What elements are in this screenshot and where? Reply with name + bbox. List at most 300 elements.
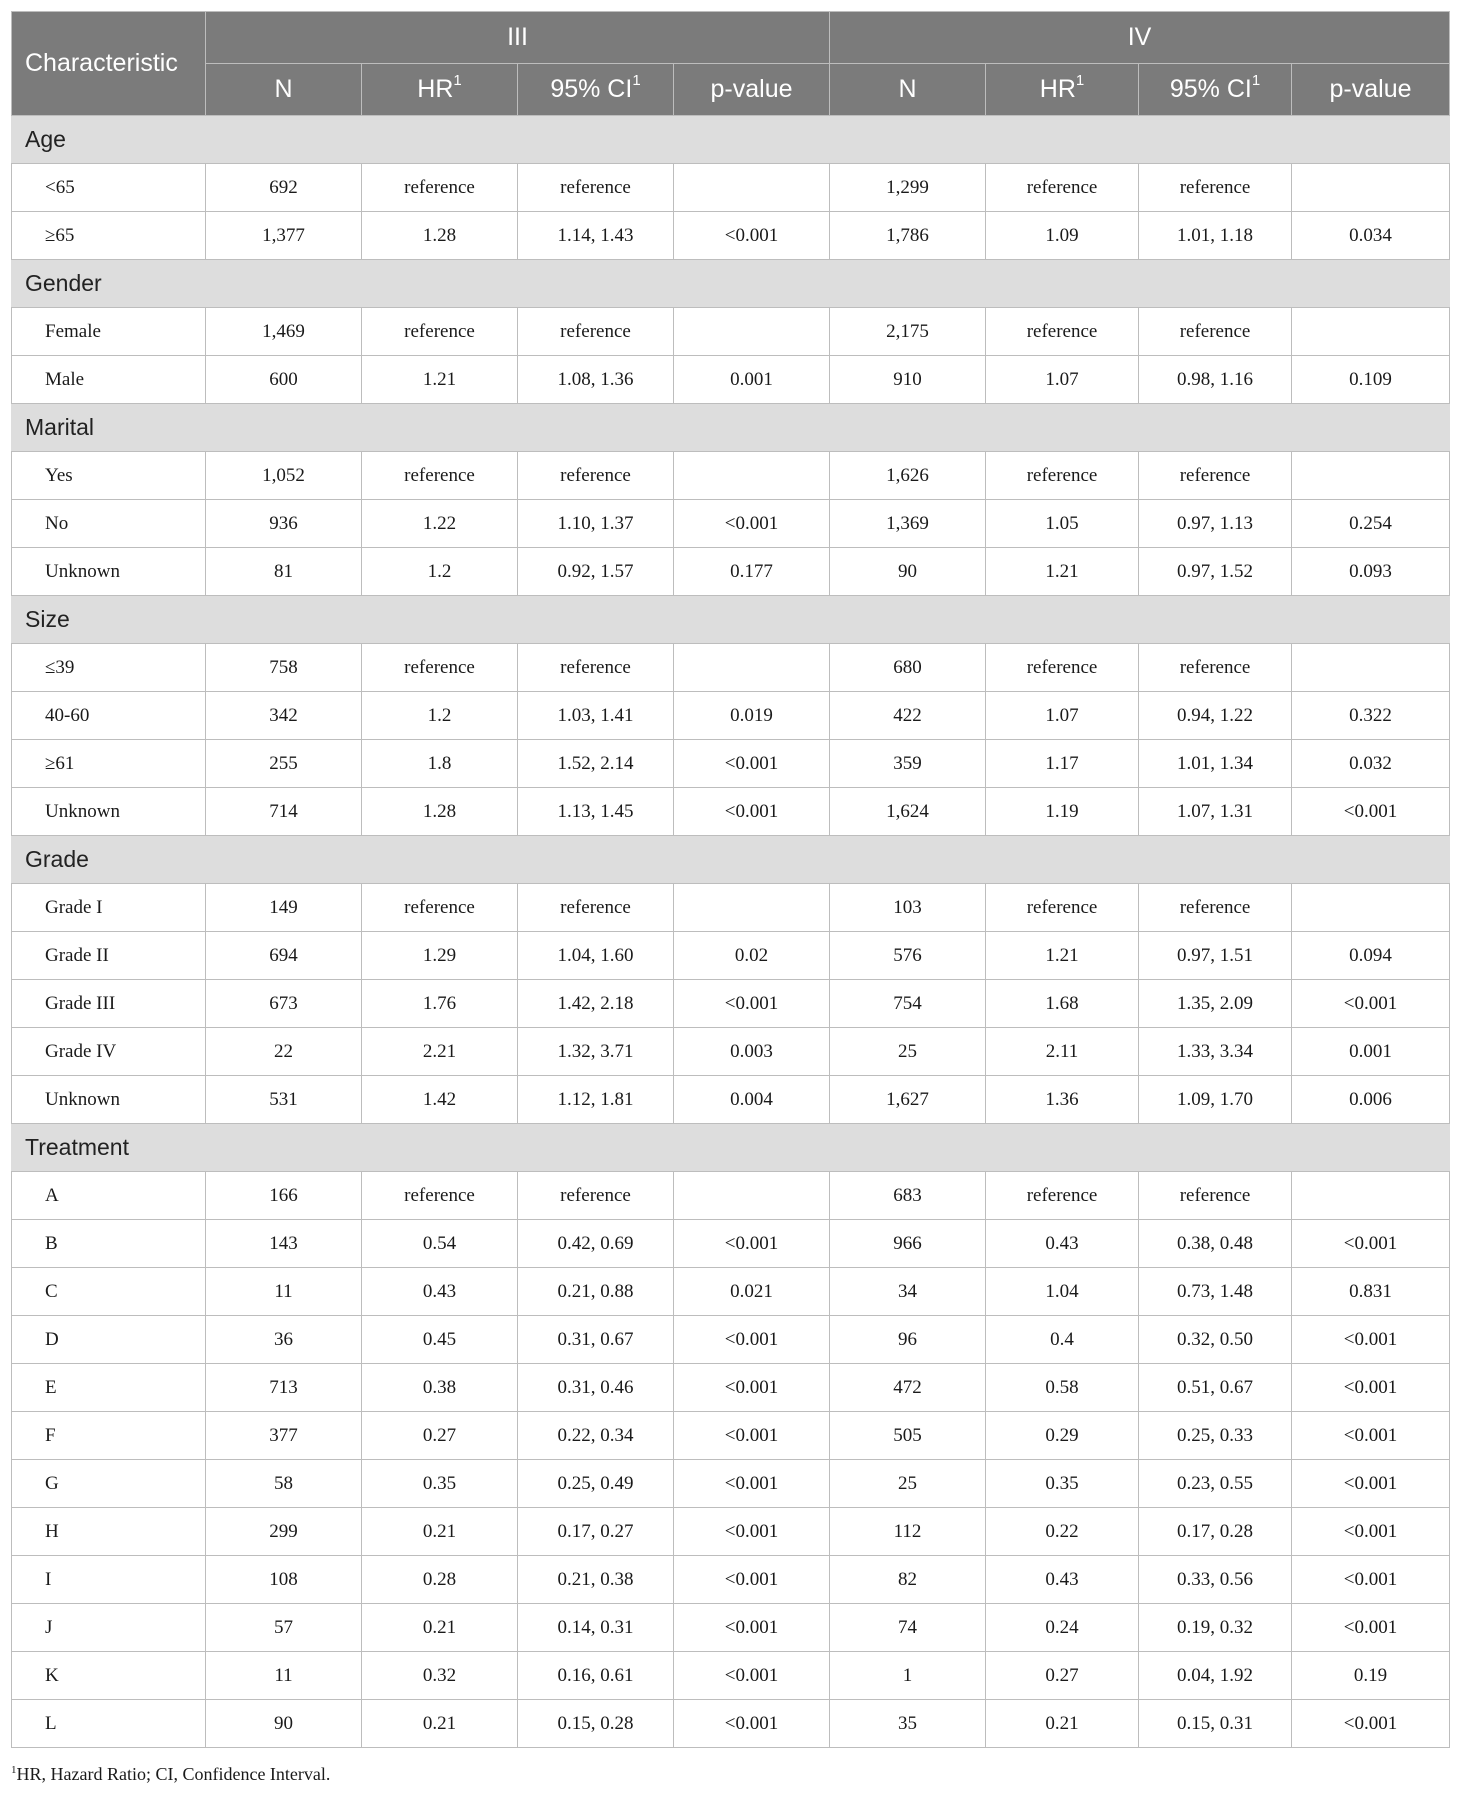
table-row [12,500,1450,548]
table-cell: 0.14, 0.31 [518,1604,674,1652]
table-row [12,1316,1450,1364]
table-cell: reference [1139,644,1292,692]
table-cell: 143 [206,1220,362,1268]
characteristic-header: Characteristic [12,12,206,116]
category-label: Age [12,116,1450,164]
row-label: Male [12,356,206,404]
table-cell: 1.36 [986,1076,1139,1124]
table-cell: reference [518,644,674,692]
column-header-footnote-marker: 1 [1075,71,1085,89]
table-cell: 377 [206,1412,362,1460]
table-cell: reference [518,1172,674,1220]
table-cell: 0.094 [1292,932,1450,980]
table-cell: 1.14, 1.43 [518,212,674,260]
table-cell: 2,175 [830,308,986,356]
table-cell: 0.28 [362,1556,518,1604]
row-label: Grade IV [12,1028,206,1076]
table-cell: 1,624 [830,788,986,836]
category-label: Treatment [12,1124,1450,1172]
table-cell: 683 [830,1172,986,1220]
column-header [1139,64,1292,116]
table-cell: 1.2 [362,692,518,740]
table-cell: 0.43 [986,1556,1139,1604]
category-row [12,260,1450,308]
table-cell: 90 [206,1700,362,1748]
table-cell: reference [518,164,674,212]
table-cell: 1,786 [830,212,986,260]
row-label: A [12,1172,206,1220]
table-cell: 1.09 [986,212,1139,260]
table-cell: 0.019 [674,692,830,740]
table-cell: 1.8 [362,740,518,788]
table-cell: <0.001 [674,740,830,788]
category-label: Marital [12,404,1450,452]
category-row [12,836,1450,884]
table-cell: 0.45 [362,1316,518,1364]
table-cell: 1,627 [830,1076,986,1124]
table-cell: <0.001 [674,1700,830,1748]
row-label: Grade III [12,980,206,1028]
row-label: Female [12,308,206,356]
row-label: Yes [12,452,206,500]
table-cell: 0.73, 1.48 [1139,1268,1292,1316]
table-cell: 966 [830,1220,986,1268]
table-cell: 0.25, 0.33 [1139,1412,1292,1460]
table-cell: 0.31, 0.67 [518,1316,674,1364]
table-cell [1292,452,1450,500]
table-row [12,548,1450,596]
table-cell: 90 [830,548,986,596]
footnote [11,1764,330,1785]
table-cell: reference [362,644,518,692]
table-cell: 1.68 [986,980,1139,1028]
row-label: Grade II [12,932,206,980]
table-cell: 0.831 [1292,1268,1450,1316]
table-cell [1292,308,1450,356]
table-cell: reference [362,1172,518,1220]
table-cell: reference [986,308,1139,356]
table-cell: 0.38 [362,1364,518,1412]
table-cell [1292,884,1450,932]
table-cell: <0.001 [1292,1220,1450,1268]
row-label: Unknown [12,788,206,836]
category-label: Gender [12,260,1450,308]
table-cell: 713 [206,1364,362,1412]
table-cell: <0.001 [674,1220,830,1268]
table-cell: 0.003 [674,1028,830,1076]
row-label: No [12,500,206,548]
table-cell: 910 [830,356,986,404]
table-cell: 0.16, 0.61 [518,1652,674,1700]
table-cell: 531 [206,1076,362,1124]
table-cell: 0.034 [1292,212,1450,260]
table-row [12,452,1450,500]
row-label: K [12,1652,206,1700]
table-cell: 0.21 [986,1700,1139,1748]
table-cell: 0.21, 0.88 [518,1268,674,1316]
table-cell: 1.35, 2.09 [1139,980,1292,1028]
table-cell: 74 [830,1604,986,1652]
table-cell: 0.35 [986,1460,1139,1508]
table-cell: 1.01, 1.18 [1139,212,1292,260]
table-row [12,308,1450,356]
table-row [12,1604,1450,1652]
table-row [12,212,1450,260]
table-cell: 0.54 [362,1220,518,1268]
table-cell: 714 [206,788,362,836]
table-cell: 0.32, 0.50 [1139,1316,1292,1364]
table-cell: 505 [830,1412,986,1460]
table-cell: 0.17, 0.27 [518,1508,674,1556]
table-cell: 2.11 [986,1028,1139,1076]
table-cell [1292,644,1450,692]
table-cell: 11 [206,1652,362,1700]
table-cell: 1.22 [362,500,518,548]
table-row [12,1412,1450,1460]
table-row [12,1076,1450,1124]
table-cell: 0.4 [986,1316,1139,1364]
table-cell: 0.51, 0.67 [1139,1364,1292,1412]
column-header-footnote-marker: 1 [453,71,462,89]
table-cell: 1.19 [986,788,1139,836]
table-cell: <0.001 [674,1508,830,1556]
table-cell: 0.15, 0.31 [1139,1700,1292,1748]
table-cell: <0.001 [674,1364,830,1412]
table-cell: <0.001 [674,788,830,836]
table-cell: 1,299 [830,164,986,212]
table-cell: 1.01, 1.34 [1139,740,1292,788]
table-cell: 0.001 [1292,1028,1450,1076]
table-cell: <0.001 [1292,1412,1450,1460]
category-row [12,116,1450,164]
table-cell: 0.97, 1.52 [1139,548,1292,596]
results-table-container [11,11,1449,1748]
table-cell: 1.52, 2.14 [518,740,674,788]
table-cell: <0.001 [1292,1604,1450,1652]
table-cell: 0.42, 0.69 [518,1220,674,1268]
table-cell: 1.13, 1.45 [518,788,674,836]
table-cell: 1.07 [986,356,1139,404]
table-cell: <0.001 [1292,1508,1450,1556]
footnote-marker: 1 [11,1764,17,1776]
table-row [12,740,1450,788]
table-cell: 255 [206,740,362,788]
table-cell: 0.004 [674,1076,830,1124]
table-cell: 0.02 [674,932,830,980]
subheader-row [12,64,1450,116]
table-cell: 0.94, 1.22 [1139,692,1292,740]
table-cell: 694 [206,932,362,980]
table-cell: 58 [206,1460,362,1508]
table-cell: 1.29 [362,932,518,980]
table-cell: 0.15, 0.28 [518,1700,674,1748]
table-cell: 0.21 [362,1700,518,1748]
table-cell: 1.32, 3.71 [518,1028,674,1076]
table-cell: 81 [206,548,362,596]
table-cell: <0.001 [674,1556,830,1604]
table-cell: <0.001 [1292,1316,1450,1364]
table-cell: 0.97, 1.51 [1139,932,1292,980]
row-label: ≥61 [12,740,206,788]
table-cell: 1.2 [362,548,518,596]
table-row [12,644,1450,692]
table-cell: reference [986,452,1139,500]
table-cell: 34 [830,1268,986,1316]
table-row [12,1556,1450,1604]
table-cell: 0.21 [362,1604,518,1652]
table-cell: 0.093 [1292,548,1450,596]
row-label: B [12,1220,206,1268]
table-cell: 0.38, 0.48 [1139,1220,1292,1268]
table-cell: 0.322 [1292,692,1450,740]
table-cell: <0.001 [674,500,830,548]
table-cell: 0.35 [362,1460,518,1508]
table-cell: <0.001 [1292,788,1450,836]
table-cell [674,452,830,500]
row-label: D [12,1316,206,1364]
table-cell: 0.24 [986,1604,1139,1652]
table-cell: 0.97, 1.13 [1139,500,1292,548]
table-cell: 936 [206,500,362,548]
table-cell: 1.21 [362,356,518,404]
table-cell: 35 [830,1700,986,1748]
column-header-label: 95% CI [550,75,633,103]
table-cell: reference [518,452,674,500]
table-cell: <0.001 [1292,1556,1450,1604]
row-label: 40-60 [12,692,206,740]
table-cell: 0.43 [362,1268,518,1316]
table-cell: 1.08, 1.36 [518,356,674,404]
row-label: H [12,1508,206,1556]
table-cell: 680 [830,644,986,692]
table-cell: 1.12, 1.81 [518,1076,674,1124]
table-cell: 758 [206,644,362,692]
table-cell: <0.001 [674,980,830,1028]
table-row [12,1028,1450,1076]
table-cell: 342 [206,692,362,740]
column-header-footnote-marker: 1 [1251,71,1261,89]
row-label: L [12,1700,206,1748]
table-cell: 0.006 [1292,1076,1450,1124]
table-cell: 0.21, 0.38 [518,1556,674,1604]
table-cell: reference [986,884,1139,932]
column-header-label: N [274,75,293,103]
column-header-label: N [898,75,917,103]
footnote-text: HR, Hazard Ratio; CI, Confidence Interval. [16,1764,331,1784]
table-row [12,1700,1450,1748]
row-label: F [12,1412,206,1460]
table-cell: 299 [206,1508,362,1556]
table-cell: 0.17, 0.28 [1139,1508,1292,1556]
table-row [12,1268,1450,1316]
table-cell: 22 [206,1028,362,1076]
table-cell: 0.43 [986,1220,1139,1268]
table-cell: 0.98, 1.16 [1139,356,1292,404]
table-row [12,164,1450,212]
group-header-iii: III [206,12,830,64]
table-cell: 0.22 [986,1508,1139,1556]
table-cell: 25 [830,1028,986,1076]
table-cell: 0.109 [1292,356,1450,404]
table-cell: 1,377 [206,212,362,260]
table-cell: reference [1139,452,1292,500]
table-cell: 600 [206,356,362,404]
row-label: ≥65 [12,212,206,260]
table-cell: 149 [206,884,362,932]
row-label: E [12,1364,206,1412]
category-label: Size [12,596,1450,644]
table-cell: 25 [830,1460,986,1508]
table-cell: <0.001 [674,1316,830,1364]
table-cell: 108 [206,1556,362,1604]
table-cell: 1.21 [986,548,1139,596]
table-cell: 1.05 [986,500,1139,548]
column-header [830,64,986,116]
row-label: ≤39 [12,644,206,692]
category-row [12,1124,1450,1172]
table-row [12,692,1450,740]
results-table [11,11,1450,1748]
column-header-label: p-value [1329,75,1412,103]
table-cell [1292,164,1450,212]
table-cell: reference [362,164,518,212]
category-row [12,596,1450,644]
column-header-label: 95% CI [1169,75,1252,103]
table-cell [674,644,830,692]
table-cell: <0.001 [674,1652,830,1700]
table-cell: 0.177 [674,548,830,596]
table-cell: 103 [830,884,986,932]
table-cell: 1,369 [830,500,986,548]
table-row [12,1364,1450,1412]
table-cell [674,308,830,356]
table-cell: <0.001 [1292,1364,1450,1412]
table-cell: 0.29 [986,1412,1139,1460]
table-cell [674,1172,830,1220]
table-cell: reference [986,164,1139,212]
table-row [12,884,1450,932]
column-header-label: HR [417,75,454,103]
column-header-footnote-marker: 1 [632,71,641,89]
table-cell: 754 [830,980,986,1028]
group-header-iv: IV [830,12,1450,64]
table-cell: 0.23, 0.55 [1139,1460,1292,1508]
table-cell: 2.21 [362,1028,518,1076]
table-cell [1292,1172,1450,1220]
table-cell: reference [518,884,674,932]
table-cell: 1.42 [362,1076,518,1124]
table-row [12,356,1450,404]
table-cell: <0.001 [1292,1460,1450,1508]
column-header [206,64,362,116]
table-cell: 0.032 [1292,740,1450,788]
table-cell: 0.19 [1292,1652,1450,1700]
table-cell: 36 [206,1316,362,1364]
table-cell: <0.001 [674,1604,830,1652]
table-cell: 422 [830,692,986,740]
table-cell: 1.28 [362,212,518,260]
table-cell: 1 [830,1652,986,1700]
table-cell: <0.001 [674,1460,830,1508]
category-row [12,404,1450,452]
table-row [12,1172,1450,1220]
table-cell: 1.10, 1.37 [518,500,674,548]
table-row [12,980,1450,1028]
table-cell: 0.27 [986,1652,1139,1700]
table-cell: 1.33, 3.34 [1139,1028,1292,1076]
table-cell: 692 [206,164,362,212]
table-cell: 1.04, 1.60 [518,932,674,980]
column-header [1292,64,1450,116]
row-label: I [12,1556,206,1604]
table-cell: 1,626 [830,452,986,500]
category-label: Grade [12,836,1450,884]
table-cell: 166 [206,1172,362,1220]
table-header [12,12,1450,116]
table-cell: reference [1139,1172,1292,1220]
table-cell: 1.09, 1.70 [1139,1076,1292,1124]
table-cell: reference [362,308,518,356]
table-cell: 0.021 [674,1268,830,1316]
table-cell: reference [986,644,1139,692]
table-cell: 112 [830,1508,986,1556]
table-cell: reference [518,308,674,356]
table-cell: 1.76 [362,980,518,1028]
row-label: G [12,1460,206,1508]
row-label: J [12,1604,206,1652]
table-cell: 0.27 [362,1412,518,1460]
table-cell: 0.001 [674,356,830,404]
table-cell: reference [1139,164,1292,212]
table-cell: reference [362,452,518,500]
table-cell: 11 [206,1268,362,1316]
row-label: Unknown [12,1076,206,1124]
table-row [12,788,1450,836]
table-cell: <0.001 [1292,1700,1450,1748]
table-cell: 0.22, 0.34 [518,1412,674,1460]
table-cell: 0.31, 0.46 [518,1364,674,1412]
table-cell: <0.001 [674,1412,830,1460]
table-cell: 576 [830,932,986,980]
row-label: Unknown [12,548,206,596]
table-row [12,1508,1450,1556]
table-body [12,116,1450,1748]
table-cell: 0.33, 0.56 [1139,1556,1292,1604]
table-cell: 0.04, 1.92 [1139,1652,1292,1700]
table-cell: 57 [206,1604,362,1652]
table-cell: reference [362,884,518,932]
table-cell: 1.07, 1.31 [1139,788,1292,836]
table-cell: 673 [206,980,362,1028]
table-cell: 1.28 [362,788,518,836]
table-cell: reference [1139,884,1292,932]
column-header [362,64,518,116]
table-cell: 359 [830,740,986,788]
column-header [986,64,1139,116]
table-cell: 472 [830,1364,986,1412]
table-cell: <0.001 [674,212,830,260]
row-label: <65 [12,164,206,212]
row-label: Grade I [12,884,206,932]
column-header [518,64,674,116]
table-cell: 1.21 [986,932,1139,980]
table-row [12,1460,1450,1508]
table-row [12,1220,1450,1268]
table-cell: <0.001 [1292,980,1450,1028]
table-cell: 1,469 [206,308,362,356]
table-cell: 0.58 [986,1364,1139,1412]
table-cell: 96 [830,1316,986,1364]
